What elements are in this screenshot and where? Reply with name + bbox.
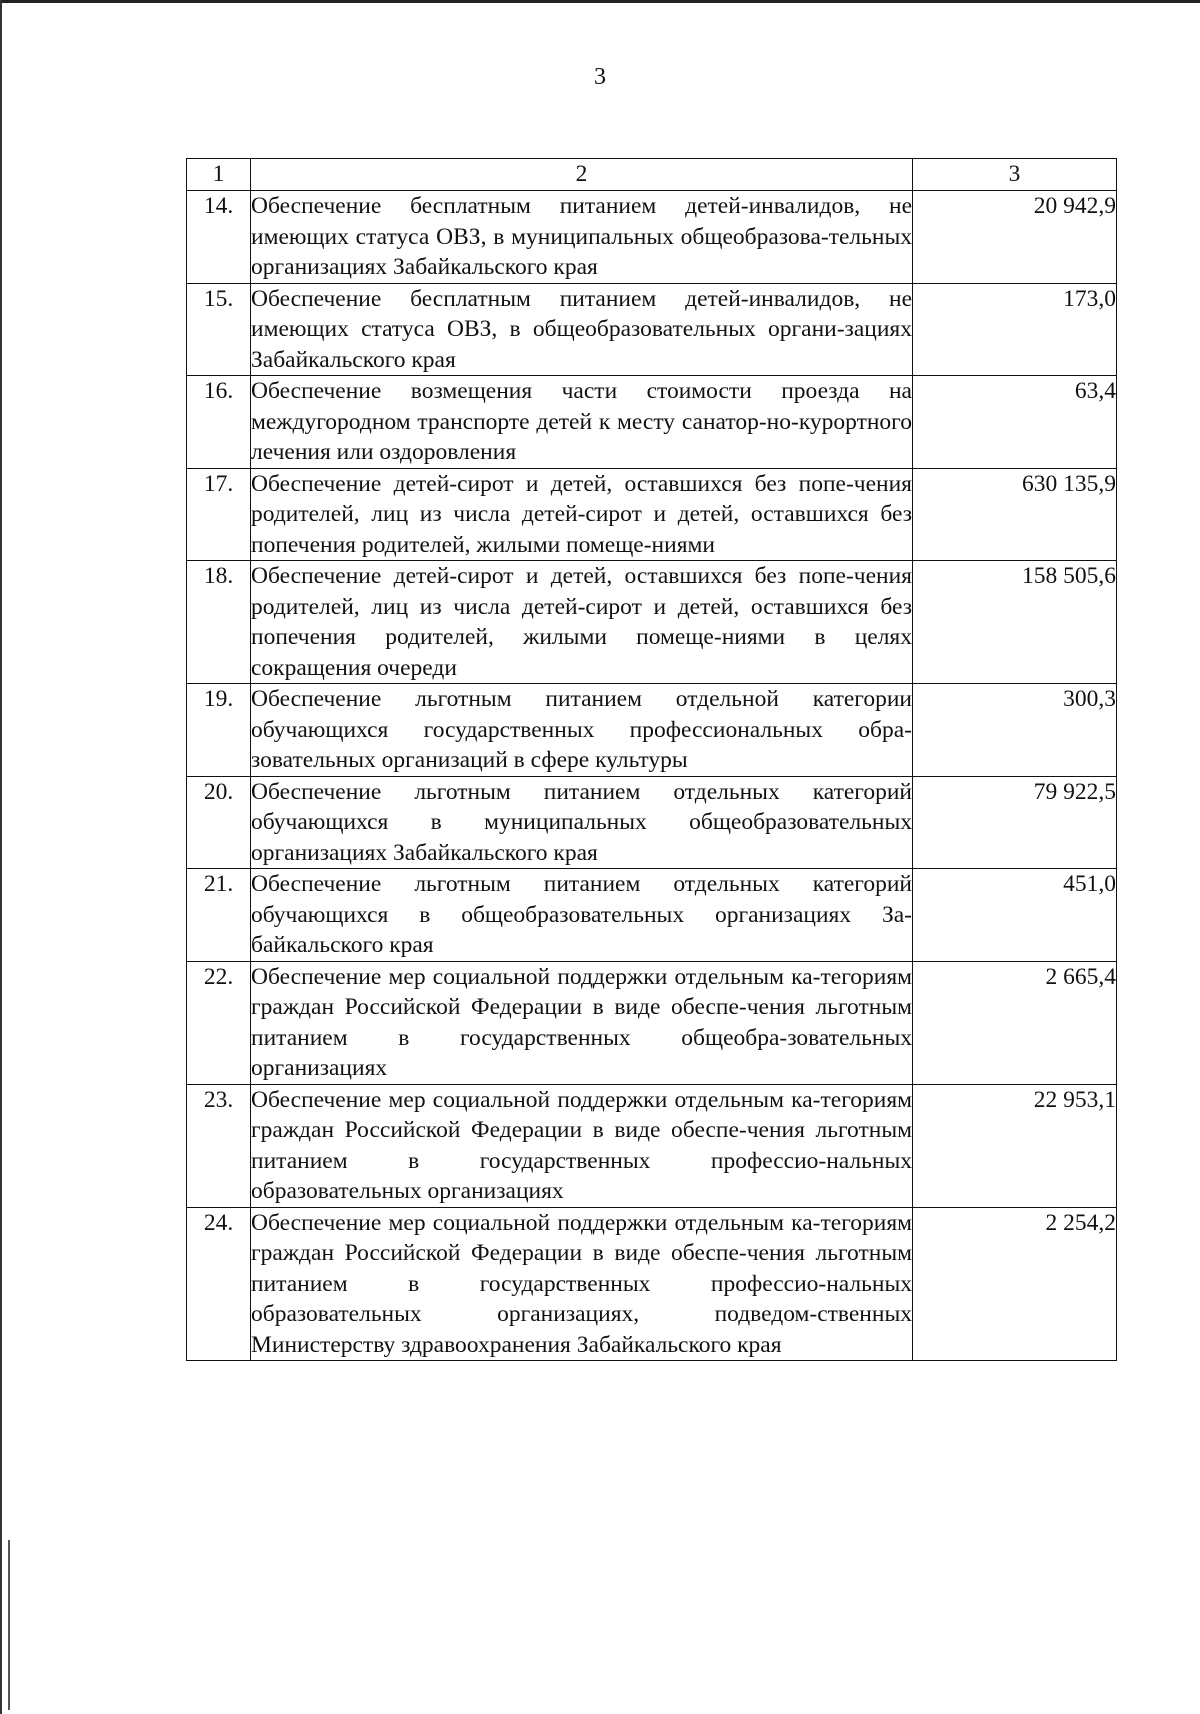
row-number: 23. — [187, 1084, 251, 1207]
table-row — [187, 468, 1117, 561]
row-amount: 2 665,4 — [913, 961, 1117, 1084]
scan-margin-line — [8, 1540, 10, 1710]
table-row — [187, 869, 1117, 962]
row-description: Обеспечение детей-сирот и детей, оставшихся без попе-чения родителей, лиц из числа детей-сирот и детей, оставшихся без попечения родителей, жилыми помеще-ниями — [251, 468, 913, 561]
row-amount: 173,0 — [913, 283, 1117, 376]
row-number: 19. — [187, 684, 251, 777]
row-amount: 158 505,6 — [913, 561, 1117, 684]
row-number: 21. — [187, 869, 251, 962]
table-row — [187, 1084, 1117, 1207]
row-number: 17. — [187, 468, 251, 561]
row-number: 24. — [187, 1207, 251, 1361]
row-number: 16. — [187, 376, 251, 469]
table-row — [187, 561, 1117, 684]
row-description: Обеспечение мер социальной поддержки отдельным ка-тегориям граждан Российской Федерации в виде обеспе-чения льготным питанием в государственных профессио-нальных образовательных организациях, подведом-ственных Министерству здравоохранения Забайкальского края — [251, 1207, 913, 1361]
column-header-amount: 3 — [913, 159, 1117, 191]
row-description: Обеспечение бесплатным питанием детей-инвалидов, не имеющих статуса ОВЗ, в муниципальных общеобразова-тельных организациях Забайкальского края — [251, 191, 913, 284]
row-description: Обеспечение льготным питанием отдельных категорий обучающихся в общеобразовательных организациях За-байкальского края — [251, 869, 913, 962]
page-top-edge — [0, 0, 1200, 3]
table-row — [187, 191, 1117, 284]
column-header-number: 1 — [187, 159, 251, 191]
row-amount: 630 135,9 — [913, 468, 1117, 561]
table-row — [187, 961, 1117, 1084]
row-description: Обеспечение льготным питанием отдельной категории обучающихся государственных профессиональных обра-зовательных организаций в сфере культуры — [251, 684, 913, 777]
row-amount: 22 953,1 — [913, 1084, 1117, 1207]
row-description: Обеспечение мер социальной поддержки отдельным ка-тегориям граждан Российской Федерации в виде обеспе-чения льготным питанием в государственных профессио-нальных образовательных организациях — [251, 1084, 913, 1207]
table-row — [187, 776, 1117, 869]
table-row — [187, 1207, 1117, 1361]
table-header-row — [187, 159, 1117, 191]
row-number: 22. — [187, 961, 251, 1084]
row-amount: 451,0 — [913, 869, 1117, 962]
row-description: Обеспечение льготным питанием отдельных категорий обучающихся в муниципальных общеобразовательных организациях Забайкальского края — [251, 776, 913, 869]
page-number: 3 — [594, 64, 606, 90]
row-description: Обеспечение мер социальной поддержки отдельным ка-тегориям граждан Российской Федерации в виде обеспе-чения льготным питанием в государственных общеобра-зовательных организациях — [251, 961, 913, 1084]
table-row — [187, 376, 1117, 469]
row-description: Обеспечение бесплатным питанием детей-инвалидов, не имеющих статуса ОВЗ, в общеобразовательных органи-зациях Забайкальского края — [251, 283, 913, 376]
table-row — [187, 684, 1117, 777]
table-row — [187, 283, 1117, 376]
row-amount: 79 922,5 — [913, 776, 1117, 869]
column-header-description: 2 — [251, 159, 913, 191]
row-amount: 2 254,2 — [913, 1207, 1117, 1361]
row-amount: 63,4 — [913, 376, 1117, 469]
budget-table — [186, 158, 1117, 1361]
row-amount: 20 942,9 — [913, 191, 1117, 284]
row-number: 14. — [187, 191, 251, 284]
row-number: 20. — [187, 776, 251, 869]
row-number: 18. — [187, 561, 251, 684]
page-left-edge — [0, 0, 2, 1714]
row-amount: 300,3 — [913, 684, 1117, 777]
row-description: Обеспечение возмещения части стоимости проезда на междугородном транспорте детей к месту санатор-но-курортного лечения или оздоровления — [251, 376, 913, 469]
row-description: Обеспечение детей-сирот и детей, оставшихся без попе-чения родителей, лиц из числа детей-сирот и детей, оставшихся без попечения родителей, жилыми помеще-ниями в целях сокращения очереди — [251, 561, 913, 684]
row-number: 15. — [187, 283, 251, 376]
